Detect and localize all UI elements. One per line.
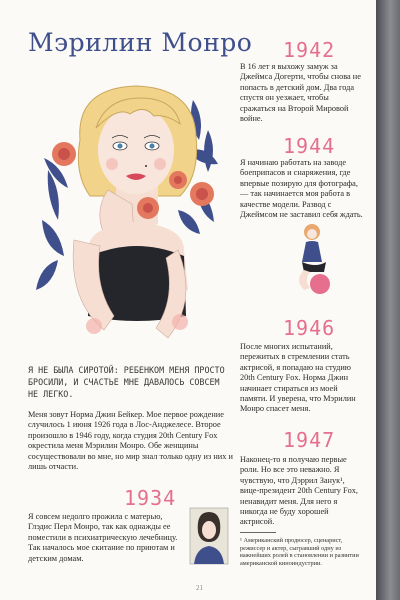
timeline-entry-text: Наконец-то я получаю первые роли. Но все это неважно. Я чувствую, что Дэррил Занук¹, вице-президент 20th Century Fox, ненавидит меня. Для него я никогда не буду хорошей актрисой.	[240, 455, 358, 527]
timeline-entry-text: После многих испытаний, пережитых в стремлении стать актрисой, я попадаю на студию 20th Century Fox. Норма Джин начинает стираться из моей памяти. И уверена, что Мэрилин Монро спасет меня.	[240, 342, 356, 414]
timeline-entry-text: Я совсем недолго прожила с матерью, Глэдис Перл Монро, так как однажды ее поместили в психиатрическую лечебницу. Так началось мое скитание по приютам и детским домам.	[28, 512, 178, 563]
year-label: 1946	[283, 316, 336, 340]
book-spine-shadow	[376, 0, 400, 600]
page-title: Мэрилин Монро	[28, 28, 253, 57]
page-number: 21	[196, 584, 203, 592]
portrait-illustration	[28, 80, 233, 350]
footnote-rule	[240, 532, 276, 533]
footnote-text: ¹ Американский продюсер, сценарист, режиссер и актер, сыгравший одну из важнейших ролей в становлении и развитии американской киноиндустрии.	[240, 537, 359, 567]
quote-text: Я НЕ БЫЛА СИРОТОЙ: РЕБЕНКОМ МЕНЯ ПРОСТО БРОСИЛИ, И СЧАСТЬЕ МНЕ ДАВАЛОСЬ СОВСЕМ НЕ ЛЕГКО.	[28, 365, 225, 399]
pinup-illustration	[290, 222, 336, 298]
timeline-entry-text: Я начинаю работать на заводе боеприпасов и снаряжения, где впервые позирую для фотографа, — так начинается моя работа в качестве модели. Развод с Джеймсом не заставил себя ждать.	[240, 158, 363, 220]
leaf-branch-left	[36, 158, 68, 290]
year-label: 1944	[283, 134, 336, 158]
year-label: 1934	[124, 486, 177, 510]
year-label: 1942	[283, 38, 336, 62]
bio-paragraph: Меня зовут Норма Джин Бейкер. Мое первое рождение случилось 1 июня 1926 года в Лос-Анджелесе. Второе произошло в 1946 году, когда студия 20th Century Fox окрестила меня Мэрилин Монро. Обе женщины сосуществовали во мне, но мир знал только одну из них и лишь отчасти.	[28, 410, 233, 472]
mother-portrait-illustration	[186, 506, 232, 568]
year-label: 1947	[283, 428, 336, 452]
timeline-entry-text: В 16 лет я выхожу замуж за Джеймса Догерти, чтобы снова не попасть в детский дом. Два года спустя он уезжает, чтобы сражаться на Второй Мировой войне.	[240, 62, 361, 124]
